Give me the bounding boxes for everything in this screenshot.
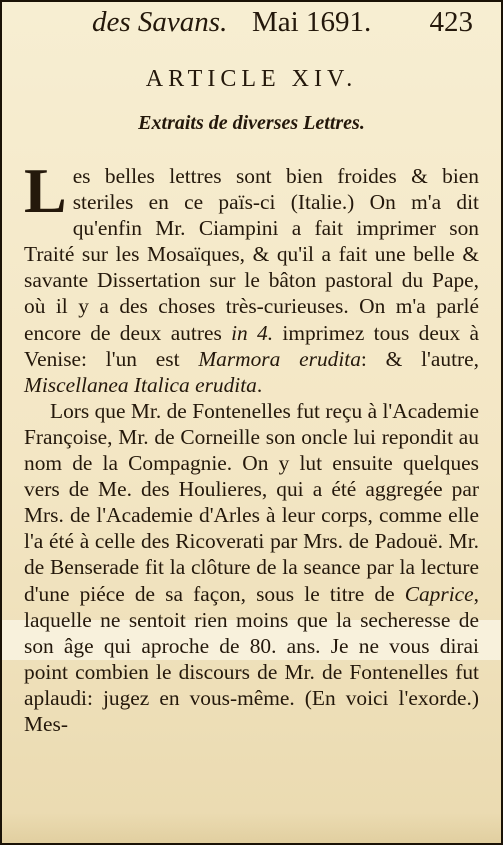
running-head-date: Mai 1691. bbox=[252, 6, 372, 38]
paragraph-1-text-c: : & l'autre, bbox=[360, 346, 479, 371]
article-subheading: Extraits de diverses Lettres. bbox=[138, 112, 365, 134]
article-heading: ARTICLE XIV. bbox=[145, 66, 358, 92]
format-in4: in 4. bbox=[231, 320, 274, 345]
article-body bbox=[24, 155, 480, 737]
paragraph-2-text-b: , laquelle ne sentoit rien moins que la secheresse de son âge qui aproche de 80. ans. Je ne vous dirai point combien le discours de Mr. de Fontenelles fut aplaudi: jugez en vous-même. (En voici l'exorde.) Mes- bbox=[24, 581, 479, 736]
book-title-miscellanea: Miscellanea Italica erudita bbox=[24, 372, 257, 397]
running-head-title: des Savans. bbox=[92, 6, 228, 38]
paragraph-1-text-b: imprimez tous deux à Venise: l'un est bbox=[24, 320, 480, 371]
paragraph-1-text-a: es belles lettres sont bien froides & bien steriles en ce païs-ci (Italie.) On m'a dit qu'enfin Mr. Ciampini a fait imprimer son Traité sur les Mosaïques, & qu'il a fait une belle & savante Dissertation sur le bâton pastoral du Pape, où il y a des choses très-curieuses. On m'a parlé encore de deux autres bbox=[24, 164, 479, 345]
drop-cap: L bbox=[24, 155, 67, 226]
running-head bbox=[92, 6, 473, 38]
paragraph-2-text-a: Lors que Mr. de Fontenelles fut reçu à l'Academie Françoise, Mr. de Corneille son oncle lui repondit au nom de la Compagnie. On y lut ensuite quelques vers de Me. des Houlieres, qui a été aggregée par Mrs. de l'Academie d'Arles à leur corps, comme elle l'a été à celle des Ricoverati par Mrs. de Padouë. Mr. de Benserade fit la clôture de la seance par la lecture d'une piéce de sa façon, sous le titre de bbox=[24, 398, 479, 606]
page-edge-shadow bbox=[2, 813, 501, 843]
page-number: 423 bbox=[429, 6, 473, 38]
book-title-marmora: Marmora erudita bbox=[198, 346, 361, 371]
paragraph-1 bbox=[24, 155, 480, 398]
paragraph-1-text-d: . bbox=[256, 372, 263, 397]
paragraph-2 bbox=[24, 398, 479, 737]
title-caprice: Caprice bbox=[404, 581, 474, 606]
